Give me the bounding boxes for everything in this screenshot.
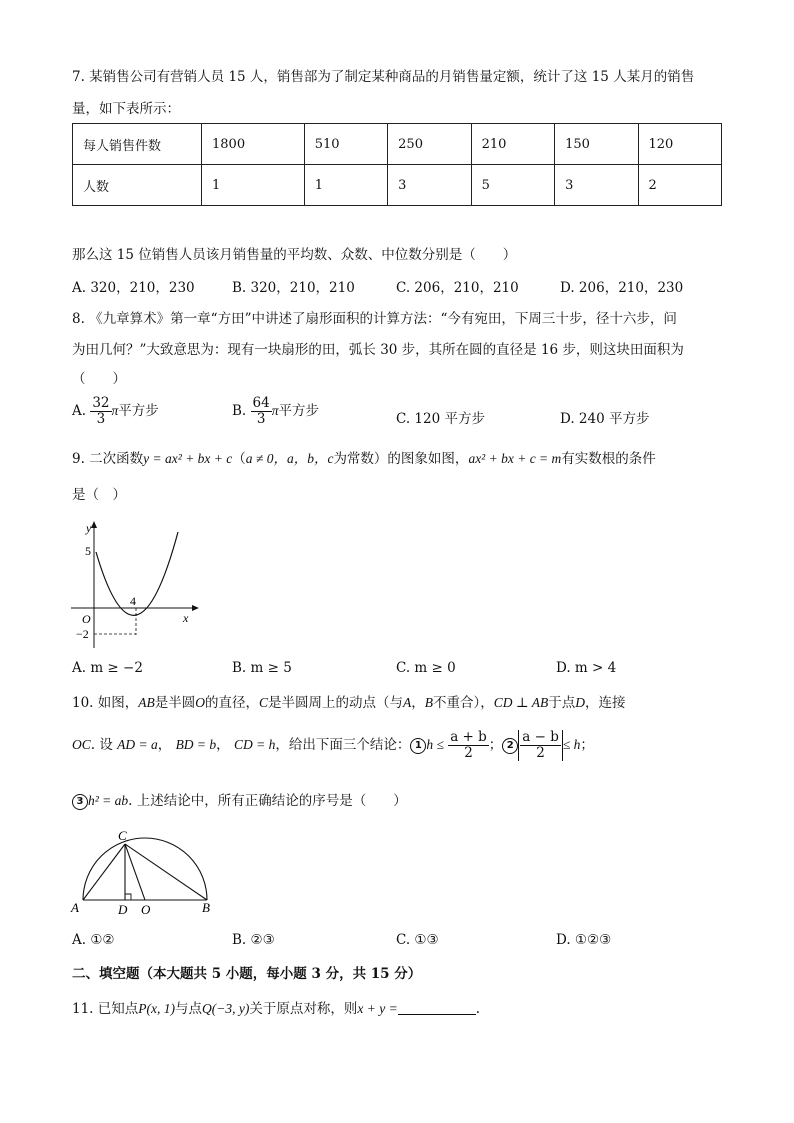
- q7-option-a: A. 320，210，230: [72, 280, 195, 296]
- q9-option-b: B. m ≥ 5: [232, 660, 292, 676]
- table-cell: 510: [304, 124, 387, 165]
- table-cell: 1: [304, 165, 387, 206]
- q9-line2: 是（ ）: [72, 487, 126, 503]
- table-cell: 1: [202, 165, 305, 206]
- q10-option-c: C. ①③: [396, 932, 439, 948]
- point-a-label: A: [71, 900, 79, 915]
- q8-option-d: D. 240 平方步: [560, 411, 650, 427]
- table-cell: 3: [388, 165, 471, 206]
- table-cell: 3: [555, 165, 638, 206]
- y-tick-minus-2: −2: [76, 627, 89, 641]
- fraction: $\frac{64}{3}$: [252, 395, 270, 427]
- q9-option-a: A. m ≥ −2: [72, 660, 143, 676]
- semicircle-diagram: [66, 824, 226, 920]
- segment-co: [125, 844, 145, 900]
- x-tick-4: 4: [130, 594, 136, 608]
- q7-line2: 量，如下表所示：: [72, 101, 180, 117]
- y-tick-5: 5: [85, 544, 91, 558]
- conclusion-2-marker: 2: [502, 738, 518, 754]
- table-cell: 人数: [73, 165, 202, 206]
- q10-option-b: B. ②③: [232, 932, 275, 948]
- q8-line1: 8. 《九章算术》第一章“方田”中讲述了扇形面积的计算方法：“今有宛田，下周三十步，径十六步，问: [72, 311, 677, 327]
- q9-line1: 9. 二次函数y = ax² + bx + c（a ≠ 0，a，b，c为常数）的图象如图，ax² + bx + c = m有实数根的条件: [72, 451, 656, 467]
- fraction: $\frac{a - b}{2}$: [522, 729, 559, 761]
- q7-option-c: C. 206，210，210: [396, 280, 519, 296]
- q10-line2: OC. 设 AD = a， BD = b， CD = h，给出下面三个结论： 1 h ≤ $\frac{a + b}{2}$ ； 2 $\frac{a - b}{2}$ ≤ h；: [72, 729, 594, 761]
- table-cell: 1800: [202, 124, 305, 165]
- conclusion-1-marker: 1: [410, 738, 426, 754]
- q8-line3: （ ）: [72, 371, 126, 387]
- q7-question: 那么这 15 位销售人员该月销售量的平均数、众数、中位数分别是（ ）: [72, 247, 517, 263]
- q8-option-b: B. $\frac{64}{3}$ π平方步: [232, 395, 319, 427]
- point-d-label: D: [118, 902, 128, 917]
- table-cell: 每人销售件数: [73, 124, 202, 165]
- q11-line: 11. 已知点P(x, 1)与点Q(−3, y)关于原点对称，则x + y = .: [72, 1001, 480, 1017]
- q7-line1: 7. 某销售公司有营销人员 15 人，销售部为了制定某种商品的月销售量定额，统计了这 15 人某月的销售: [72, 69, 695, 85]
- parabola-curve: [96, 532, 178, 615]
- q8-line2: 为田几何？”大致意思为：现有一块扇形的田，弧长 30 步，其所在圆的直径是 16 步，则这块田面积为: [72, 342, 684, 358]
- q10-line1: 10. 如图，AB是半圆O的直径，C是半圆周上的动点（与A，B不重合），CD ⊥ AB于点D，连接: [72, 695, 626, 711]
- right-angle-mark: [125, 894, 131, 900]
- q9-option-c: C. m ≥ 0: [396, 660, 456, 676]
- conclusion-3-marker: 3: [72, 794, 88, 810]
- sales-table: [72, 123, 722, 206]
- table-cell: 150: [555, 124, 638, 165]
- table-row: [73, 124, 722, 165]
- absolute-value: [518, 730, 563, 761]
- q8-option-c: C. 120 平方步: [396, 411, 485, 427]
- segment-cb: [125, 844, 207, 900]
- q7-option-d: D. 206，210，230: [560, 280, 684, 296]
- section-heading: 二、填空题（本大题共 5 小题，每小题 3 分，共 15 分）: [72, 966, 422, 982]
- x-axis-arrow: [192, 605, 199, 611]
- q10-option-d: D. ①②③: [556, 932, 612, 948]
- answer-blank[interactable]: [398, 1001, 476, 1015]
- table-cell: 5: [471, 165, 554, 206]
- table-cell: 2: [638, 165, 721, 206]
- q7-option-b: B. 320，210，210: [232, 280, 355, 296]
- y-axis-label: y: [86, 521, 92, 535]
- fraction: $\frac{32}{3}$: [92, 395, 110, 427]
- point-c-label: C: [118, 828, 127, 843]
- table-cell: 120: [638, 124, 721, 165]
- parabola-graph: [66, 512, 206, 652]
- q8-option-a: A. $\frac{32}{3}$ π平方步: [72, 395, 159, 427]
- q10-line3: 3 h² = ab. 上述结论中，所有正确结论的序号是（ ）: [72, 790, 407, 812]
- table-cell: 250: [388, 124, 471, 165]
- q9-option-d: D. m > 4: [556, 660, 617, 676]
- x-axis-label: x: [183, 611, 189, 625]
- q10-option-a: A. ①②: [72, 932, 115, 948]
- origin-label: O: [82, 612, 91, 626]
- point-b-label: B: [202, 900, 210, 915]
- table-cell: 210: [471, 124, 554, 165]
- point-o-label: O: [141, 902, 151, 917]
- table-row: [73, 165, 722, 206]
- fraction: $\frac{a + b}{2}$: [450, 729, 487, 761]
- semicircle-arc: [83, 838, 207, 900]
- y-axis-arrow: [91, 521, 97, 528]
